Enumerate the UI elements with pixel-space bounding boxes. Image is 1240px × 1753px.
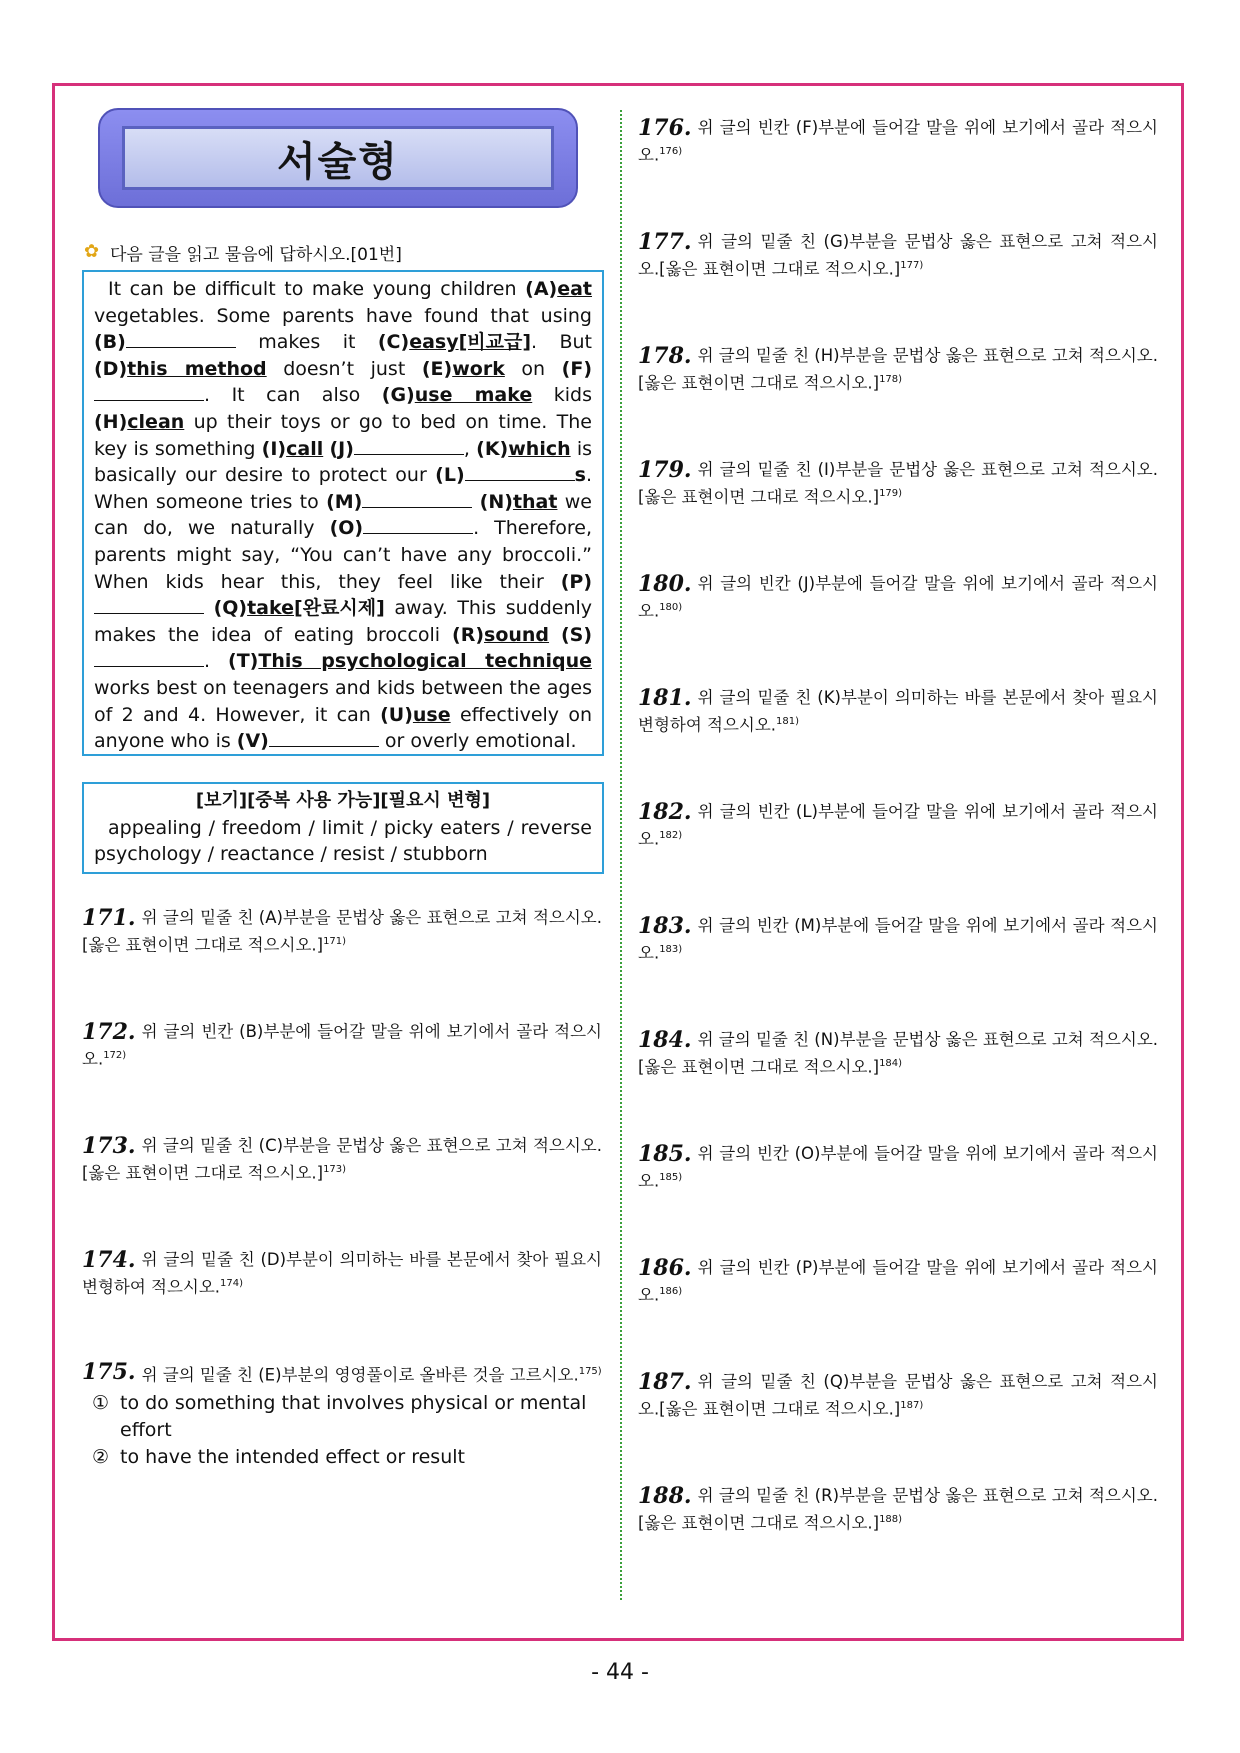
- question-180: 180. 위 글의 빈칸 (J)부분에 들어갈 말을 위에 보기에서 골라 적으시오.$^{180)}$: [638, 571, 1158, 621]
- question-176: 176. 위 글의 빈칸 (F)부분에 들어갈 말을 위에 보기에서 골라 적으시오.$^{176)}$: [638, 115, 1158, 165]
- option-2[interactable]: ② to have the intended effect or result: [92, 1446, 465, 1468]
- question-171: 171. 위 글의 밑줄 친 (A)부분을 문법상 옳은 표현으로 고쳐 적으시오.[옳은 표현이면 그대로 적으시오.]$^{171)}$: [82, 905, 602, 955]
- blank-l: [465, 466, 575, 481]
- directive: [84, 240, 402, 265]
- question-185: 185. 위 글의 빈칸 (O)부분에 들어갈 말을 위에 보기에서 골라 적으시오.$^{185)}$: [638, 1141, 1158, 1191]
- section-title: 서술형: [122, 126, 554, 190]
- question-188: 188. 위 글의 밑줄 친 (R)부분을 문법상 옳은 표현으로 고쳐 적으시오.[옳은 표현이면 그대로 적으시오.]$^{188)}$: [638, 1483, 1158, 1533]
- column-divider: [620, 110, 622, 1600]
- blank-f: [94, 386, 204, 401]
- blank-v: [269, 732, 379, 747]
- question-172: 172. 위 글의 빈칸 (B)부분에 들어갈 말을 위에 보기에서 골라 적으시오.$^{172)}$: [82, 1019, 602, 1069]
- blank-j: [354, 440, 464, 455]
- question-182: 182. 위 글의 빈칸 (L)부분에 들어갈 말을 위에 보기에서 골라 적으시오.$^{182)}$: [638, 799, 1158, 849]
- question-183: 183. 위 글의 빈칸 (M)부분에 들어갈 말을 위에 보기에서 골라 적으시오.$^{183)}$: [638, 913, 1158, 963]
- question-184: 184. 위 글의 밑줄 친 (N)부분을 문법상 옳은 표현으로 고쳐 적으시오.[옳은 표현이면 그대로 적으시오.]$^{184)}$: [638, 1027, 1158, 1077]
- word-box-heading: [보기][중복 사용 가능][필요시 변형]: [195, 790, 491, 811]
- question-179: 179. 위 글의 밑줄 친 (I)부분을 문법상 옳은 표현으로 고쳐 적으시오.[옳은 표현이면 그대로 적으시오.]$^{179)}$: [638, 457, 1158, 507]
- flower-icon: [84, 244, 102, 262]
- blank-m: [362, 493, 472, 508]
- passage-box: [82, 270, 604, 756]
- blank-o: [363, 519, 473, 534]
- question-173: 173. 위 글의 밑줄 친 (C)부분을 문법상 옳은 표현으로 고쳐 적으시오.[옳은 표현이면 그대로 적으시오.]$^{173)}$: [82, 1133, 602, 1183]
- question-174: 174. 위 글의 밑줄 친 (D)부분이 의미하는 바를 본문에서 찾아 필요시 변형하여 적으시오.$^{174)}$: [82, 1247, 602, 1297]
- question-186: 186. 위 글의 빈칸 (P)부분에 들어갈 말을 위에 보기에서 골라 적으시오.$^{186)}$: [638, 1255, 1158, 1305]
- question-187: 187. 위 글의 밑줄 친 (Q)부분을 문법상 옳은 표현으로 고쳐 적으시오.[옳은 표현이면 그대로 적으시오.]$^{187)}$: [638, 1369, 1158, 1419]
- question-177: 177. 위 글의 밑줄 친 (G)부분을 문법상 옳은 표현으로 고쳐 적으시오.[옳은 표현이면 그대로 적으시오.]$^{177)}$: [638, 229, 1158, 279]
- blank-s: [94, 652, 204, 667]
- blank-b: [126, 333, 236, 348]
- question-178: 178. 위 글의 밑줄 친 (H)부분을 문법상 옳은 표현으로 고쳐 적으시오.[옳은 표현이면 그대로 적으시오.]$^{178)}$: [638, 343, 1158, 393]
- option-1[interactable]: ① to do something that involves physical or mental effort: [92, 1392, 587, 1441]
- word-box-words: appealing / freedom / limit / picky eaters / reverse psychology / reactance / resist / stubborn: [94, 816, 592, 865]
- question-175-options: [92, 1390, 602, 1471]
- passage-text: It can be difficult to make young children (A)eat vegetables. Some parents have found that using (B) makes it (C)easy[비교급]. But (D)this method doesn’t just (E)work on (F). It can also (G)use make kids (H)clean up their toys or go to bed on time. The key is something (I)call (J) , (K)which is basically our desire to protect our (L) s. When someone tries to (M) (N)that we can do, we naturally (O) . Therefore, parents might say, “You can’t have any broccoli.” When kids hear this, they feel like their (P) (Q)take[완료시제] away. This suddenly makes the idea of eating broccoli (R)sound (S). (T)This psychological technique works best on teenagers and kids between the ages of 2 and 4. However, it can (U)use effectively on anyone who is (V) or overly emotional.: [94, 278, 593, 753]
- question-181: 181. 위 글의 밑줄 친 (K)부분이 의미하는 바를 본문에서 찾아 필요시 변형하여 적으시오.$^{181)}$: [638, 685, 1158, 735]
- question-175: 175. 위 글의 밑줄 친 (E)부분의 영영풀이로 올바른 것을 고르시오.$^{175)}$: [82, 1359, 602, 1385]
- blank-p: [94, 599, 204, 614]
- section-banner: [98, 108, 578, 208]
- directive-text: 다음 글을 읽고 물음에 답하시오.[01번]: [110, 245, 402, 265]
- word-box: [82, 782, 604, 874]
- page-number: - 44 -: [591, 1660, 649, 1685]
